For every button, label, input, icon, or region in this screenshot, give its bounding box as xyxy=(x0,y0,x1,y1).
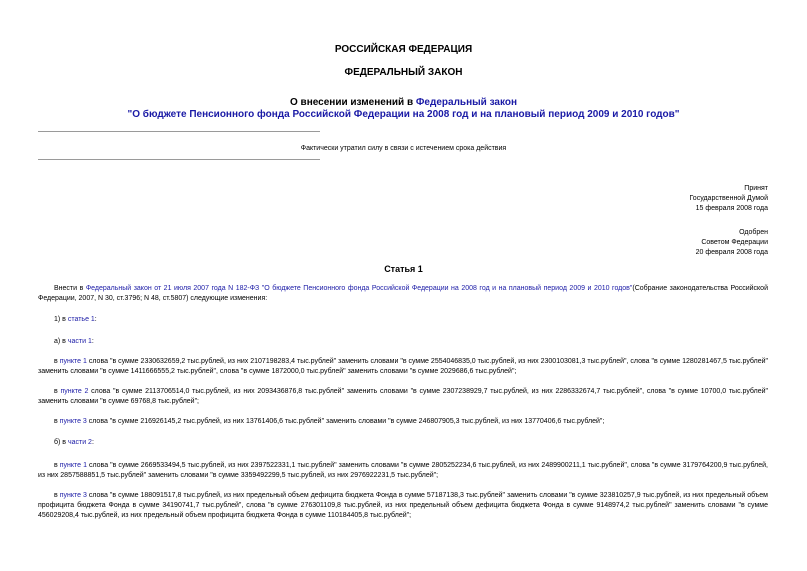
paragraph-part2-point-1 xyxy=(38,461,768,481)
federal-law-link[interactable]: Федеральный закон xyxy=(415,97,517,108)
paragraph-text: : xyxy=(91,338,94,345)
divider-bottom xyxy=(38,159,320,160)
adoption-block xyxy=(689,184,768,214)
paragraph-point-1 xyxy=(38,357,768,377)
adoption-line1: Принят xyxy=(744,185,768,192)
divider-top xyxy=(38,131,320,132)
paragraph-text: (Собрание законодательства Российской Федерации, 2007, N 30, ст.3796; N 48, ст.5807) следующие изменения: xyxy=(38,285,768,302)
part-2-link[interactable]: части 2 xyxy=(67,439,92,446)
approval-block xyxy=(696,228,768,258)
approval-line2: Советом Федерации xyxy=(701,239,768,246)
point-1-link[interactable]: пункте 1 xyxy=(59,358,87,365)
paragraph-text: Внести в xyxy=(54,285,86,292)
paragraph-point-3 xyxy=(38,417,768,427)
article-title: Статья 1 xyxy=(384,264,423,274)
paragraph-point-2 xyxy=(38,387,768,407)
law-title-line2[interactable]: "О бюджете Пенсионного фонда Российской Федерации на 2008 год и на плановый период 2009 и 2010 годов" xyxy=(127,109,680,120)
paragraph-text: 1) в xyxy=(54,316,68,323)
paragraph-text: в xyxy=(54,462,60,469)
law-title-line1 xyxy=(0,97,807,109)
paragraph-text: слова "в сумме 2113706514,0 тыс.рублей, из них 2093436876,8 тыс.рублей" заменить словами "в сумме 2307238929,7 тыс.рублей, из них 2286332674,7 тыс.рублей", слова "в сумме 10700,0 тыс.рублей" заменить словами "в сумме 69768,8 тыс.рублей"; xyxy=(38,388,768,405)
paragraph-text: а) в xyxy=(54,338,68,345)
paragraph-text: в xyxy=(54,492,60,499)
law-title xyxy=(0,97,807,121)
paragraph-intro xyxy=(38,284,768,304)
country-heading: РОССИЙСКАЯ ФЕДЕРАЦИЯ xyxy=(334,44,473,55)
paragraph-text: в xyxy=(54,358,60,365)
article-1-link[interactable]: статье 1 xyxy=(67,316,95,323)
paragraph-text: в xyxy=(54,418,60,425)
status-note: Фактически утратил силу в связи с истечением срока действия xyxy=(300,145,507,152)
point-2-link[interactable]: пункте 2 xyxy=(60,388,89,395)
law-type-heading: ФЕДЕРАЛЬНЫЙ ЗАКОН xyxy=(344,67,463,78)
adoption-date: 15 февраля 2008 года xyxy=(695,205,768,212)
point-3-link[interactable]: пункте 3 xyxy=(59,418,87,425)
paragraph-item-1 xyxy=(38,315,768,325)
adoption-line2: Государственной Думой xyxy=(689,195,768,202)
approval-line1: Одобрен xyxy=(739,229,768,236)
law-title-prefix: О внесении изменений в xyxy=(290,97,416,108)
paragraph-text: слова "в сумме 2330632659,2 тыс.рублей, из них 2107198283,4 тыс.рублей" заменить словами "в сумме 2554046835,0 тыс.рублей, из них 2300103081,3 тыс.рублей", слова "в сумме 1280281467,5 тыс.рублей" заменить словами "в сумме 1411666555,2 тыс.рублей", слова "в сумме 1872000,0 тыс.рублей" заменить словами "в сумме 2029686,6 тыс.рублей"; xyxy=(38,358,769,375)
paragraph-text: в xyxy=(54,388,61,395)
paragraph-item-a xyxy=(38,337,768,347)
paragraph-part2-point-3 xyxy=(38,491,768,521)
paragraph-text: : xyxy=(94,316,97,323)
paragraph-text: слова "в сумме 188091517,8 тыс.рублей, из них предельный объем дефицита бюджета Фонда в сумме 57187138,3 тыс.рублей" заменить словами "в сумме 323810257,9 тыс.рублей, из них предельный объем профицита бюджета Фонда в сумме 34190741,7 тыс.рублей", слова "в сумме 276301109,8 тыс.рублей, из них предельный объем дефицита бюджета Фонда в сумме 9148974,2 тыс.рублей" заменить словами "в сумме 456029208,4 тыс.рублей, из них предельный объем профицита бюджета Фонда в сумме 110184405,8 тыс.рублей"; xyxy=(38,492,768,519)
part2-point-1-link[interactable]: пункте 1 xyxy=(59,462,87,469)
part-1-link[interactable]: части 1 xyxy=(67,338,92,345)
paragraph-text: слова "в сумме 216926145,2 тыс.рублей, из них 13761406,6 тыс.рублей" заменить словами "в сумме 246807905,3 тыс.рублей, из них 13770406,6 тыс.рублей"; xyxy=(86,418,605,425)
paragraph-text: : xyxy=(91,439,94,446)
law-reference-link[interactable]: Федеральный закон от 21 июля 2007 года N 182-ФЗ "О бюджете Пенсионного фонда Российской Федерации на 2008 год и на плановый период 2009 и 2010 годов" xyxy=(85,285,633,292)
paragraph-text: слова "в сумме 2669533494,5 тыс.рублей, из них 2397522331,1 тыс.рублей" заменить словами "в сумме 2805252234,6 тыс.рублей, из них 2489900211,1 тыс.рублей", слова "в сумме 3179764200,9 тыс.рублей, из них 2857588851,5 тыс.рублей" заменить словами "в сумме 3359492299,5 тыс.рублей, из них 2976922231,5 тыс.рублей"; xyxy=(38,462,769,479)
paragraph-text: б) в xyxy=(54,439,68,446)
approval-date: 20 февраля 2008 года xyxy=(695,249,768,256)
paragraph-item-b xyxy=(38,438,768,448)
part2-point-3-link[interactable]: пункте 3 xyxy=(59,492,87,499)
